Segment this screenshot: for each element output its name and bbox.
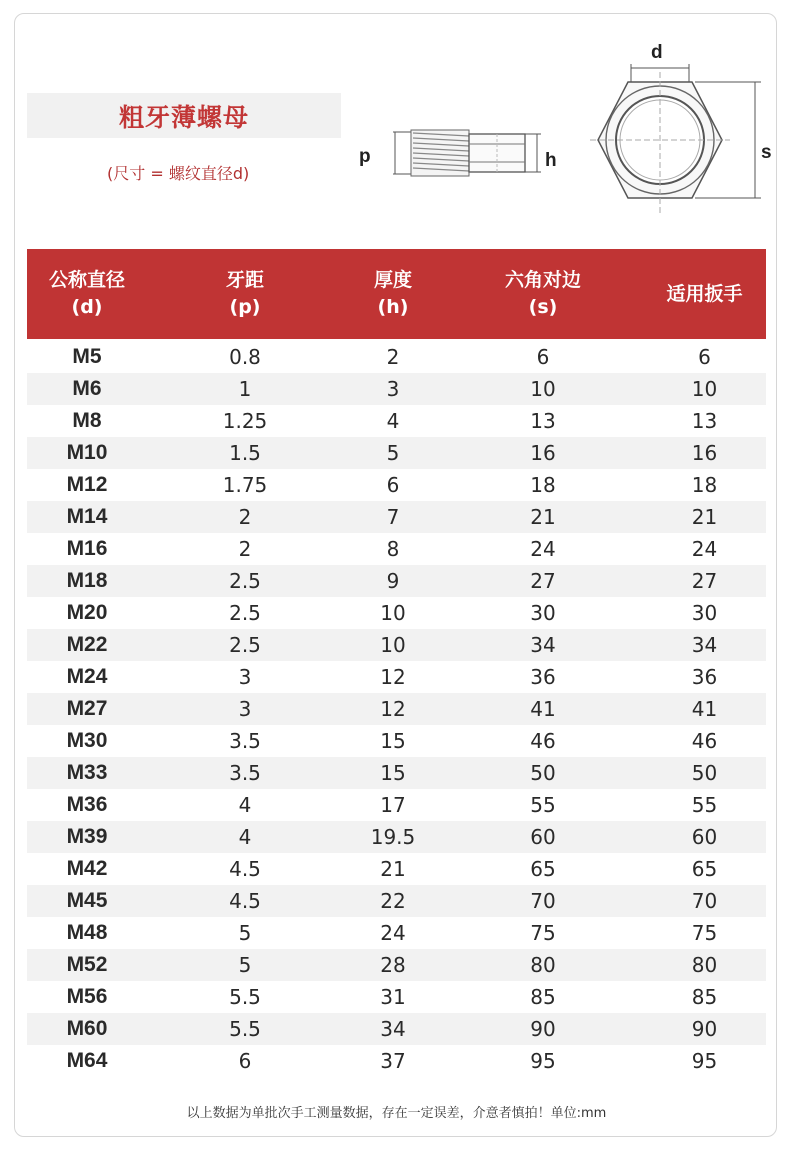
cell-size: M64 (66, 1049, 108, 1072)
cell-pitch: 4.5 (229, 889, 261, 913)
table-row (27, 629, 766, 661)
cell-size: M42 (66, 857, 108, 880)
cell-across-flats: 34 (530, 633, 556, 657)
cell-size: M18 (66, 569, 108, 592)
cell-size: M6 (72, 377, 102, 400)
cell-thickness: 15 (380, 761, 406, 785)
cell-wrench: 60 (691, 825, 718, 849)
cell-size: M27 (66, 697, 108, 720)
cell-across-flats: 90 (530, 1017, 556, 1041)
cell-thickness: 3 (386, 377, 400, 401)
cell-size: M20 (66, 601, 108, 624)
header-across-flats: 六角对边 (s) (504, 269, 581, 318)
nut-side-view-diagram (355, 118, 585, 190)
cell-pitch: 5 (238, 921, 252, 945)
table-row (27, 949, 766, 981)
cell-size: M10 (66, 441, 108, 464)
label-p: p (359, 146, 371, 167)
cell-size: M8 (72, 409, 102, 432)
cell-pitch: 1 (238, 377, 252, 401)
cell-size: M16 (66, 537, 108, 560)
table-row (27, 373, 766, 405)
cell-size: M52 (66, 953, 108, 976)
cell-across-flats: 65 (530, 857, 556, 881)
cell-pitch: 1.5 (229, 441, 261, 465)
cell-across-flats: 50 (530, 761, 556, 785)
cell-thickness: 2 (386, 345, 400, 369)
cell-thickness: 5 (386, 441, 400, 465)
cell-across-flats: 16 (530, 441, 556, 465)
cell-size: M14 (66, 505, 108, 528)
cell-across-flats: 13 (530, 409, 556, 433)
table-row (27, 1045, 766, 1077)
cell-thickness: 4 (386, 409, 400, 433)
cell-pitch: 1.75 (222, 473, 268, 497)
cell-wrench: 6 (698, 345, 711, 369)
cell-thickness: 24 (380, 921, 406, 945)
table-row (27, 501, 766, 533)
cell-pitch: 3.5 (229, 729, 261, 753)
cell-thickness: 6 (386, 473, 400, 497)
subtitle: (尺寸 = 螺纹直径d) (107, 164, 250, 183)
cell-wrench: 65 (691, 857, 718, 881)
label-d: d (651, 42, 663, 63)
cell-pitch: 2.5 (229, 569, 261, 593)
cell-pitch: 2 (238, 537, 252, 561)
cell-wrench: 85 (691, 985, 718, 1009)
cell-across-flats: 30 (530, 601, 556, 625)
label-s: s (761, 142, 772, 163)
cell-size: M56 (66, 985, 108, 1008)
cell-pitch: 3 (238, 697, 252, 721)
header-nominal-diameter: 公称直径 (d) (48, 269, 125, 318)
cell-wrench: 46 (691, 729, 718, 753)
table-row (27, 405, 766, 437)
cell-thickness: 10 (380, 601, 406, 625)
cell-across-flats: 46 (530, 729, 556, 753)
cell-thickness: 28 (380, 953, 406, 977)
footer-note: 以上数据为单批次手工测量数据，存在一定误差，介意者慎拍！单位:mm (186, 1106, 607, 1121)
cell-size: M60 (66, 1017, 108, 1040)
table-body (27, 341, 766, 1077)
table-row (27, 1013, 766, 1045)
cell-size: M48 (66, 921, 108, 944)
cell-thickness: 21 (380, 857, 406, 881)
cell-wrench: 36 (691, 665, 718, 689)
header-thickness: 厚度 (h) (373, 269, 412, 318)
cell-pitch: 2.5 (229, 633, 261, 657)
page-title: 粗牙薄螺母 (118, 102, 249, 132)
cell-thickness: 22 (380, 889, 406, 913)
cell-wrench: 90 (691, 1017, 718, 1041)
cell-thickness: 17 (380, 793, 406, 817)
cell-thickness: 15 (380, 729, 406, 753)
cell-across-flats: 18 (530, 473, 556, 497)
cell-across-flats: 41 (530, 697, 556, 721)
cell-wrench: 70 (691, 889, 718, 913)
cell-pitch: 5 (238, 953, 252, 977)
cell-across-flats: 36 (530, 665, 556, 689)
cell-across-flats: 6 (536, 345, 550, 369)
cell-pitch: 5.5 (229, 1017, 261, 1041)
cell-wrench: 55 (691, 793, 718, 817)
cell-pitch: 3 (238, 665, 252, 689)
cell-size: M39 (66, 825, 108, 848)
cell-thickness: 8 (386, 537, 400, 561)
cell-across-flats: 75 (530, 921, 556, 945)
table-header (27, 249, 766, 339)
cell-across-flats: 24 (530, 537, 556, 561)
cell-wrench: 41 (691, 697, 718, 721)
cell-pitch: 0.8 (229, 345, 261, 369)
cell-across-flats: 60 (530, 825, 556, 849)
table-row (27, 469, 766, 501)
cell-pitch: 4 (238, 793, 252, 817)
title-box (27, 93, 341, 138)
cell-wrench: 34 (691, 633, 718, 657)
cell-size: M45 (66, 889, 108, 912)
cell-size: M22 (66, 633, 108, 656)
cell-pitch: 4.5 (229, 857, 261, 881)
cell-thickness: 12 (380, 697, 406, 721)
cell-wrench: 75 (691, 921, 718, 945)
cell-size: M33 (66, 761, 108, 784)
table-row (27, 597, 766, 629)
cell-pitch: 5.5 (229, 985, 261, 1009)
cell-pitch: 3.5 (229, 761, 261, 785)
cell-wrench: 80 (691, 953, 718, 977)
cell-thickness: 7 (386, 505, 400, 529)
spec-card (14, 13, 777, 1137)
table-row (27, 821, 766, 853)
cell-pitch: 6 (238, 1049, 252, 1073)
cell-thickness: 19.5 (370, 825, 416, 849)
cell-thickness: 31 (380, 985, 406, 1009)
cell-across-flats: 10 (530, 377, 556, 401)
table-row (27, 533, 766, 565)
cell-size: M12 (66, 473, 108, 496)
cell-across-flats: 85 (530, 985, 556, 1009)
table-row (27, 853, 766, 885)
cell-thickness: 10 (380, 633, 406, 657)
cell-thickness: 9 (386, 569, 400, 593)
cell-wrench: 50 (691, 761, 718, 785)
label-h: h (545, 150, 557, 171)
table-row (27, 341, 766, 373)
cell-wrench: 13 (691, 409, 718, 433)
table-row (27, 789, 766, 821)
table-row (27, 693, 766, 725)
cell-size: M30 (66, 729, 108, 752)
header-wrench-size: 适用扳手 (666, 282, 743, 305)
cell-wrench: 24 (691, 537, 718, 561)
nut-top-view-diagram (585, 36, 775, 236)
cell-wrench: 16 (691, 441, 718, 465)
cell-across-flats: 27 (530, 569, 556, 593)
cell-size: M5 (72, 345, 102, 368)
cell-across-flats: 80 (530, 953, 556, 977)
header-pitch: 牙距 (p) (225, 269, 264, 318)
cell-pitch: 2 (238, 505, 252, 529)
table-row (27, 981, 766, 1013)
cell-thickness: 37 (380, 1049, 406, 1073)
cell-size: M24 (66, 665, 108, 688)
table-row (27, 885, 766, 917)
cell-across-flats: 55 (530, 793, 556, 817)
table-row (27, 917, 766, 949)
cell-wrench: 27 (691, 569, 718, 593)
cell-across-flats: 70 (530, 889, 556, 913)
cell-across-flats: 95 (530, 1049, 556, 1073)
cell-wrench: 95 (691, 1049, 718, 1073)
cell-wrench: 18 (691, 473, 718, 497)
cell-wrench: 30 (691, 601, 718, 625)
cell-across-flats: 21 (530, 505, 556, 529)
table-row (27, 565, 766, 597)
cell-pitch: 4 (238, 825, 252, 849)
table-row (27, 725, 766, 757)
table-row (27, 437, 766, 469)
cell-wrench: 10 (691, 377, 718, 401)
cell-thickness: 34 (380, 1017, 406, 1041)
cell-thickness: 12 (380, 665, 406, 689)
cell-size: M36 (66, 793, 108, 816)
table-row (27, 661, 766, 693)
cell-wrench: 21 (691, 505, 718, 529)
cell-pitch: 2.5 (229, 601, 261, 625)
cell-pitch: 1.25 (222, 409, 268, 433)
table-row (27, 757, 766, 789)
